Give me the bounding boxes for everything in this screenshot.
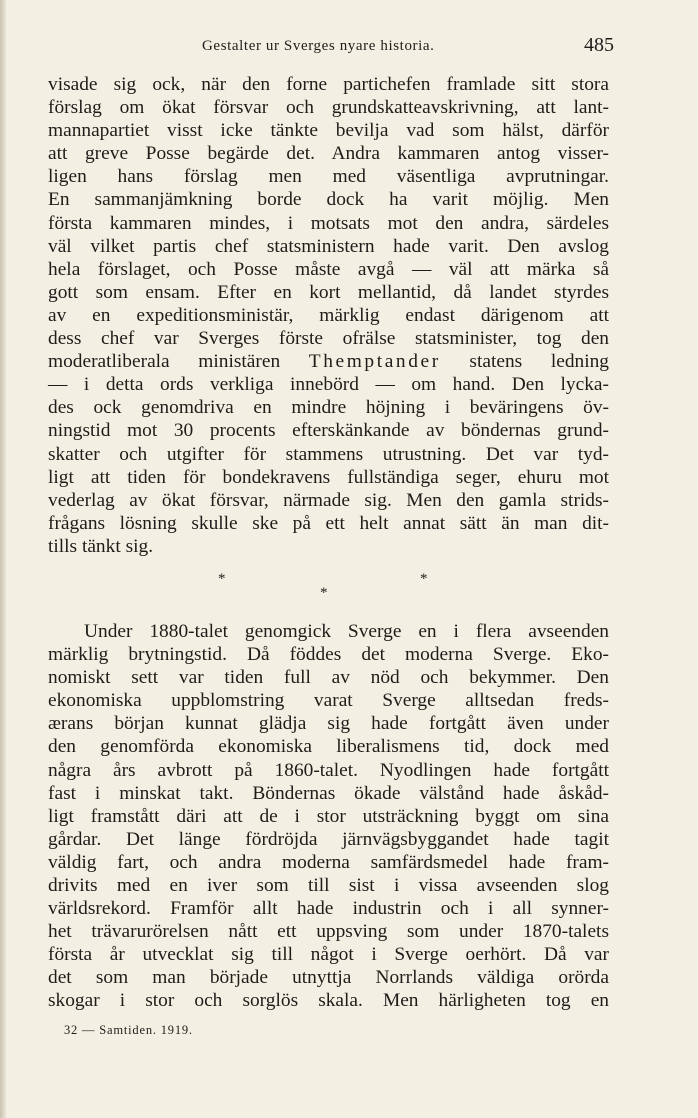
paragraph-1 xyxy=(48,73,609,558)
text-line: fast i minskat takt. Böndernas ökade välstånd hade åskåd- xyxy=(48,782,609,804)
signature-mark: 32 — Samtiden. 1919. xyxy=(64,1023,193,1037)
asterisk-ornament: * xyxy=(320,584,328,601)
text-line: ligen hans förslag men med väsentliga avprutningar. xyxy=(48,166,609,188)
body-text xyxy=(48,73,609,1013)
text-line: skatter och utgifter för stammens utrustning. Det var tyd- xyxy=(48,443,609,465)
text-line: förslag om ökat försvar och grundskatteavskrivning, att lant- xyxy=(48,97,609,119)
text-line: En sammanjämkning borde dock ha varit möjlig. Men xyxy=(48,189,609,211)
text-line: het trävarurörelsen nått ett uppsving som under 1870-talets xyxy=(48,921,609,943)
text-line: det som man började utnyttja Norrlands väldiga orörda xyxy=(48,967,609,989)
text-line: mannapartiet visst icke tänkte bevilja vad som hälst, därför xyxy=(48,120,609,142)
text-line-themptander xyxy=(48,350,609,373)
text-line: ærans början kunnat glädja sig hade fortgått även under xyxy=(48,713,609,735)
text-line: ekonomiska uppblomstring varat Sverge alltsedan freds- xyxy=(48,690,609,712)
text-line: — i detta ords verkliga innebörd — om hand. Den lycka- xyxy=(48,374,609,396)
text-line: ligt att tiden för bondekravens fullständiga seger, ehuru mot xyxy=(48,466,609,488)
text-line: skogar i stor och sorglös skala. Men härligheten tog en xyxy=(48,990,609,1012)
text-line: väldig fart, och andra moderna samfärdsmedel hade fram- xyxy=(48,851,609,873)
page-number: 485 xyxy=(584,34,614,56)
text-line: första kammaren mindes, i motsats mot den andra, särdeles xyxy=(48,212,609,234)
text-line: den genomförda ekonomiska liberalismens tid, dock med xyxy=(48,736,609,758)
text-line: ligt framstått däri att de i stor utsträckning byggt om sina xyxy=(48,805,609,827)
page-header xyxy=(48,36,612,60)
text-line: gott som ensam. Efter en kort mellantid, då landet styrdes xyxy=(48,281,609,303)
page-edge xyxy=(0,0,6,1118)
text-line: vederlag av ökat försvar, närmade sig. Men den gamla strids- xyxy=(48,489,609,511)
line-part: statens ledning xyxy=(469,351,609,373)
text-line: väl vilket partis chef statsministern hade varit. Den avslog xyxy=(48,235,609,257)
text-line: första år utvecklat sig till något i Sverge oerhört. Då var xyxy=(48,944,609,966)
text-line: av en expeditionsministär, märklig endast därigenom att xyxy=(48,304,609,326)
text-line: Under 1880-talet genomgick Sverge en i flera avseenden xyxy=(84,620,609,642)
asterisk-ornament: * xyxy=(420,570,428,587)
text-line: nomiskt sett var tiden full av nöd och bekymmer. Den xyxy=(48,667,609,689)
text-line: visade sig ock, när den forne partichefen framlade sitt stora xyxy=(48,74,609,95)
text-line: des ock genomdriva en mindre höjning i beväringens öv- xyxy=(48,397,609,419)
spaced-name-themptander: Themptander xyxy=(308,351,441,373)
text-line: dess chef var Sverges förste ofrälse statsminister, tog den xyxy=(48,328,609,350)
text-line: drivits med en iver som till sist i vissa avseenden slog xyxy=(48,875,609,896)
text-line: märklig brytningstid. Då föddes det moderna Sverge. Eko- xyxy=(48,644,609,666)
text-line: några års avbrott på 1860-talet. Nyodlingen hade fortgått xyxy=(48,759,609,781)
text-line: gårdar. Det länge fördröjda järnvägsbyggandet hade tagit xyxy=(48,828,609,850)
text-line: frågans lösning skulle ske på ett helt annat sätt än man dit- xyxy=(48,512,609,534)
text-line: världsrekord. Framför allt hade industrin och i all synner- xyxy=(48,898,609,920)
text-line: att greve Posse begärde det. Andra kammaren antog visser- xyxy=(48,143,609,165)
text-line: hela förslaget, och Posse måste avgå — väl att märka så xyxy=(48,258,609,280)
text-line: tills tänkt sig. xyxy=(48,535,154,557)
line-part: moderatliberala ministären xyxy=(48,351,281,373)
running-title: Gestalter ur Sverges nyare historia. xyxy=(202,38,435,54)
section-break xyxy=(48,560,609,620)
asterisk-ornament: * xyxy=(218,570,226,587)
paragraph-2 xyxy=(48,620,609,1013)
text-line: ningstid mot 30 procents efterskänkande av böndernas grund- xyxy=(48,420,609,442)
